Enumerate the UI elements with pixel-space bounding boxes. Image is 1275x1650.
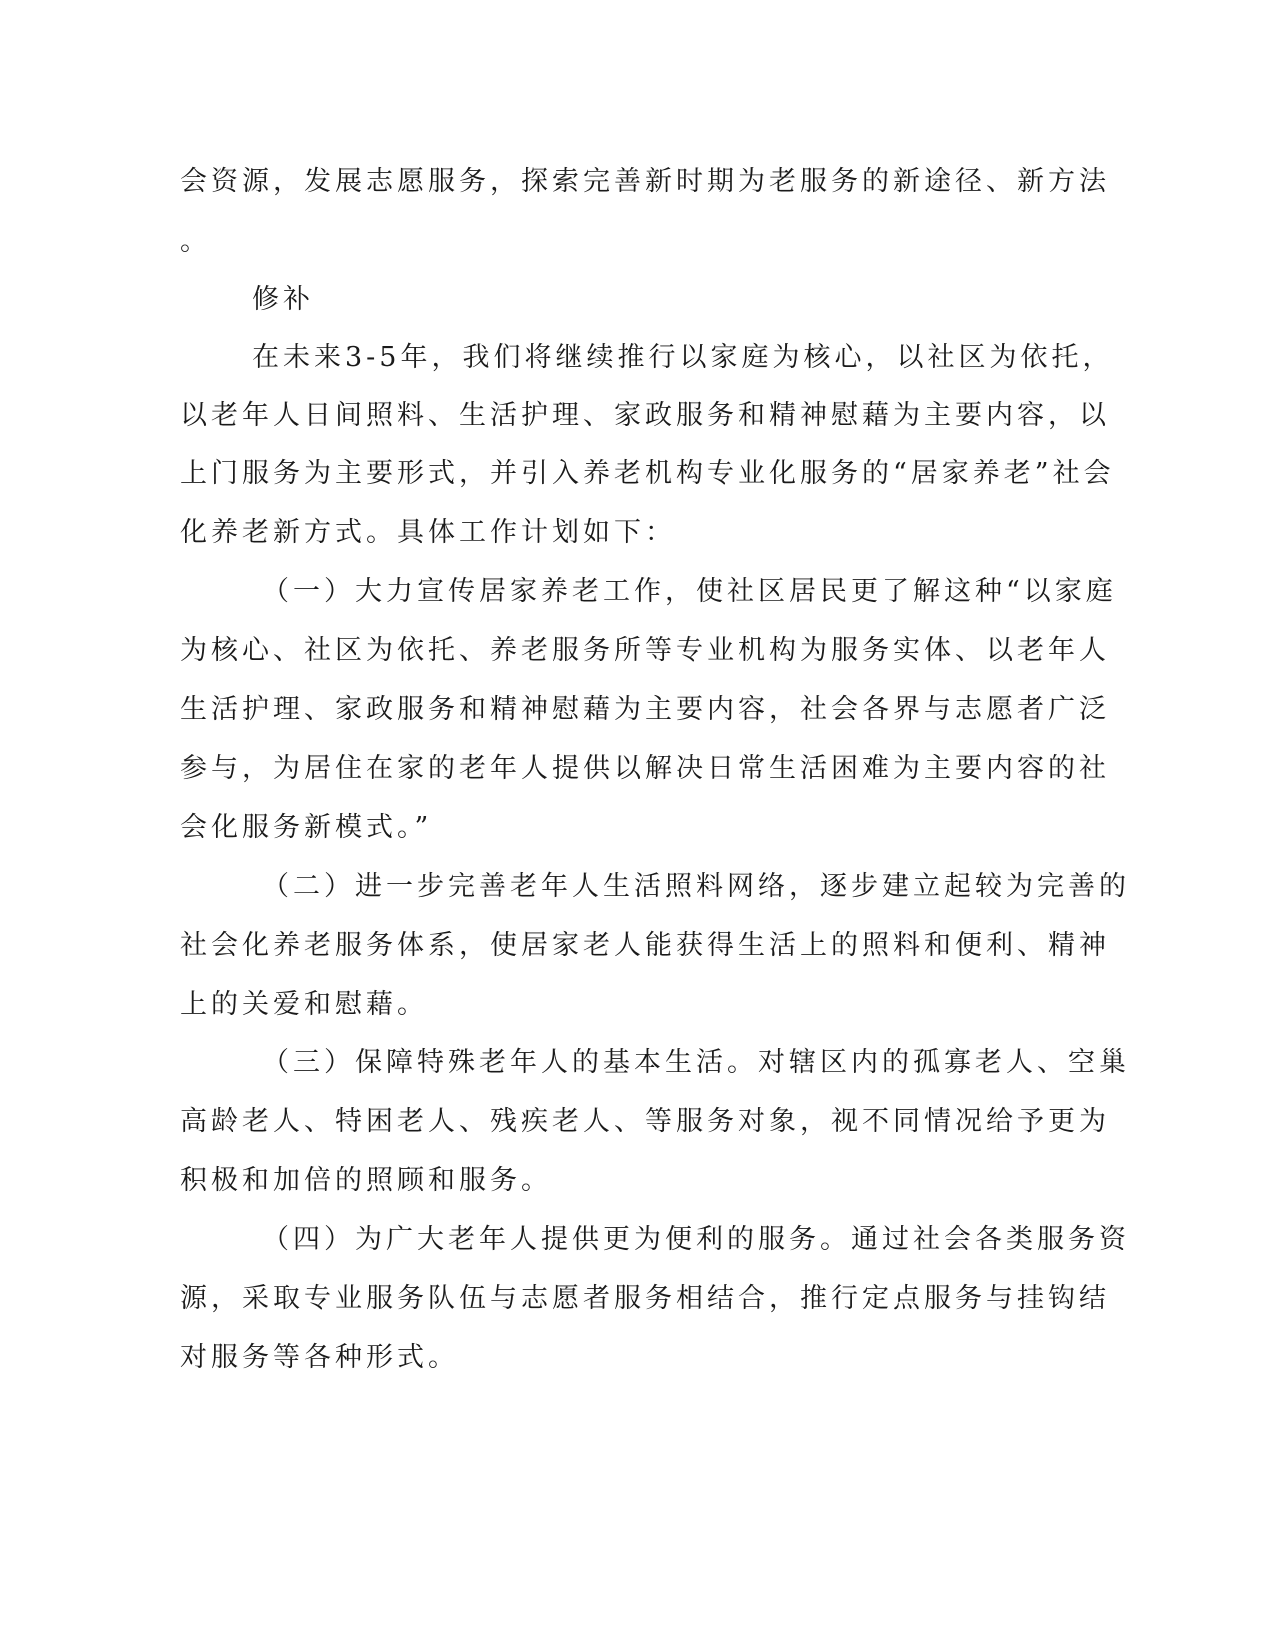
list-item-1-first-line: （一）大力宣传居家养老工作，使社区居民更了解这种“以家庭 <box>262 576 1117 607</box>
list-item-4-first-line: （四）为广大老年人提供更为便利的服务。通过社会各类服务资 <box>262 1224 1130 1255</box>
body-text-line: 对服务等各种形式。 <box>180 1342 459 1373</box>
body-text-line: 上的关爱和慰藉。 <box>180 989 428 1020</box>
body-text-line: 以老年人日间照料、生活护理、家政服务和精神慰藉为主要内容，以 <box>180 400 1110 431</box>
list-item-2-first-line: （二）进一步完善老年人生活照料网络，逐步建立起较为完善的 <box>262 871 1130 902</box>
body-text-line: 社会化养老服务体系，使居家老人能获得生活上的照料和便利、精神 <box>180 930 1110 961</box>
section-heading: 修补 <box>252 284 314 315</box>
body-text-line: 生活护理、家政服务和精神慰藉为主要内容，社会各界与志愿者广泛 <box>180 694 1110 725</box>
body-text-line: 上门服务为主要形式，并引入养老机构专业化服务的“居家养老”社会 <box>180 458 1115 489</box>
list-item-3-first-line: （三）保障特殊老年人的基本生活。对辖区内的孤寡老人、空巢 <box>262 1047 1130 1078</box>
body-text-line: 源，采取专业服务队伍与志愿者服务相结合，推行定点服务与挂钩结 <box>180 1283 1110 1314</box>
body-text-line: 为核心、社区为依托、养老服务所等专业机构为服务实体、以老年人 <box>180 635 1110 666</box>
body-text-line: 积极和加倍的照顾和服务。 <box>180 1165 552 1196</box>
paragraph-first-line: 在未来3-5年，我们将继续推行以家庭为核心，以社区为依托， <box>252 342 1114 373</box>
body-text-line: 。 <box>180 226 207 257</box>
body-text-line: 化养老新方式。具体工作计划如下： <box>180 517 676 548</box>
body-text-line: 会化服务新模式。” <box>180 812 433 843</box>
body-text-line: 高龄老人、特困老人、残疾老人、等服务对象，视不同情况给予更为 <box>180 1106 1110 1137</box>
body-text-line: 参与，为居住在家的老年人提供以解决日常生活困难为主要内容的社 <box>180 753 1110 784</box>
body-text-line: 会资源，发展志愿服务，探索完善新时期为老服务的新途径、新方法 <box>180 166 1110 197</box>
